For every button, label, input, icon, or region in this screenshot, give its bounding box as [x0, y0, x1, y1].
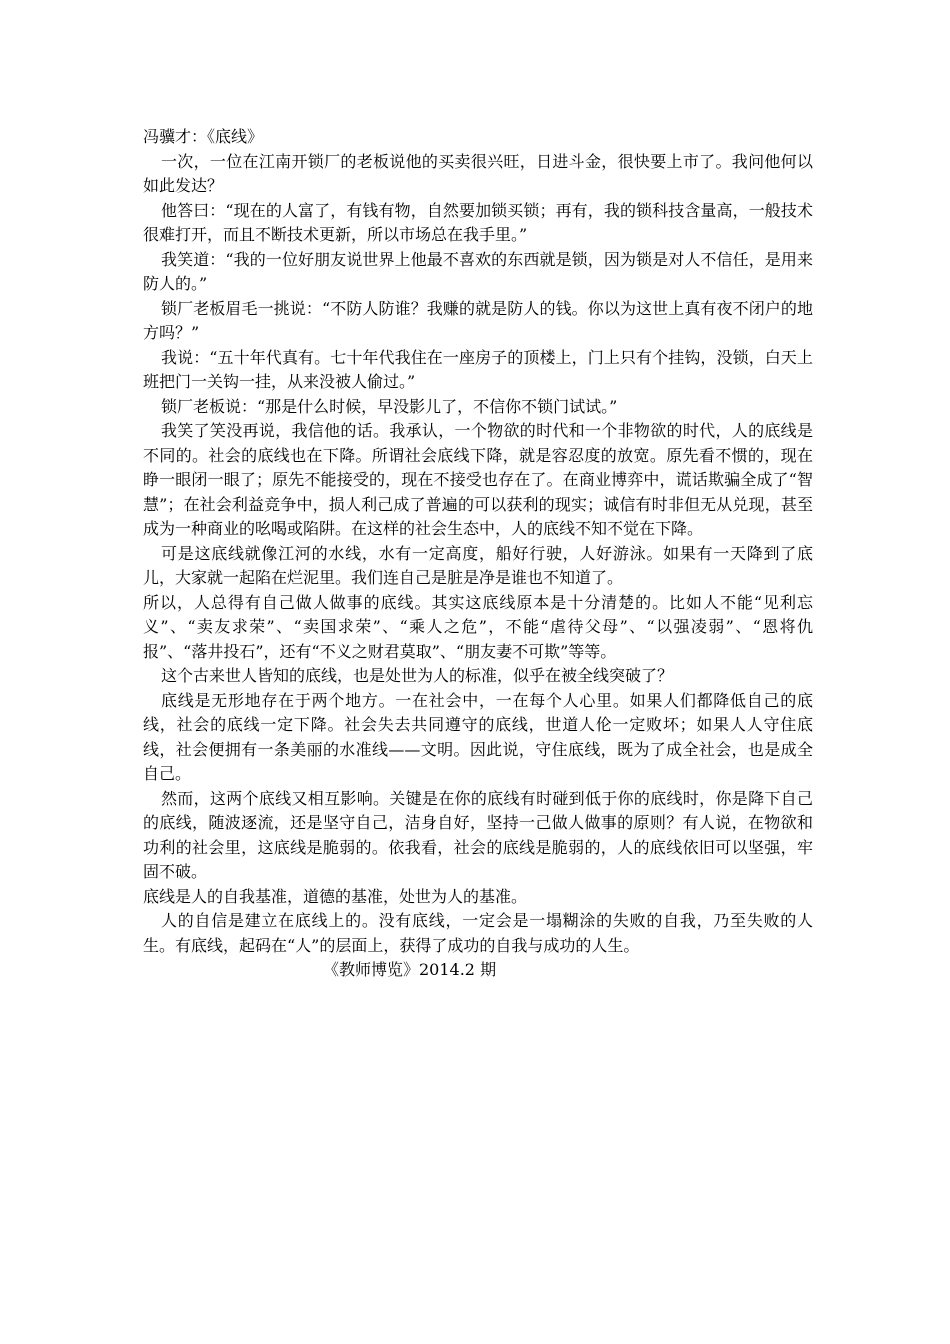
- article-title: 冯骥才：《底线》: [143, 127, 264, 146]
- article-paragraph: 我笑了笑没再说，我信他的话。我承认，一个物欲的时代和一个非物欲的时代，人的底线是不同的。社会的底线也在下降。所谓社会底线下降，就是容忍度的放宽。原先看不惯的，现在睁一眼闭一眼了；原先不能接受的，现在不接受也存在了。在商业博弈中，谎话欺骗全成了“智慧”；在社会利益竞争中，损人利己成了普遍的可以获利的现实；诚信有时非但无从兑现，甚至成为一种商业的吆喝或陷阱。在这样的社会生态中，人的底线不知不觉在下降。: [143, 421, 813, 538]
- article-paragraph: 锁厂老板说：“那是什么时候，早没影儿了，不信你不锁门试试。”: [161, 396, 618, 416]
- article-paragraph: 底线是人的自我基准，道德的基准，处世为人的基准。: [143, 886, 528, 906]
- article-paragraph: 人的自信是建立在底线上的。没有底线，一定会是一塌糊涂的失败的自我，乃至失败的人生。有底线，起码在“人”的层面上，获得了成功的自我与成功的人生。: [143, 911, 813, 955]
- article-paragraph: 然而，这两个底线又相互影响。关键是在你的底线有时碰到低于你的底线时，你是降下自己的底线，随波逐流，还是坚守自己，洁身自好，坚持一己做人做事的原则？有人说，在物欲和功利的社会里，这底线是脆弱的。依我看，社会的底线是脆弱的，人的底线依旧可以坚强，牢固不破。: [143, 788, 813, 881]
- article-paragraph: 底线是无形地存在于两个地方。一在社会中，一在每个人心里。如果人们都降低自己的底线，社会的底线一定下降。社会失去共同遵守的底线，世道人伦一定败坏；如果人人守住底线，社会便拥有一条美丽的水准线——文明。因此说，守住底线，既为了成全社会，也是成全自己。: [143, 690, 813, 783]
- article-paragraph: 他答曰：“现在的人富了，有钱有物，自然要加锁买锁；再有，我的锁科技含量高，一般技术很难打开，而且不断技术更新，所以市场总在我手里。”: [143, 200, 813, 244]
- article-source: 《教师博览》2014.2 期: [323, 960, 497, 979]
- article-paragraph: 我说：“五十年代真有。七十年代我住在一座房子的顶楼上，门上只有个挂钩，没锁，白天上班把门一关钩一挂，从来没被人偷过。”: [143, 347, 813, 391]
- article-paragraph: 锁厂老板眉毛一挑说：“不防人防谁？我赚的就是防人的钱。你以为这世上真有夜不闭户的地方吗？”: [143, 298, 813, 342]
- article-paragraphs: [143, 150, 813, 959]
- article-paragraph: 我笑道：“我的一位好朋友说世界上他最不喜欢的东西就是锁，因为锁是对人不信任，是用来防人的。”: [143, 249, 813, 293]
- article-paragraph: 可是这底线就像江河的水线，水有一定高度，船好行驶，人好游泳。如果有一天降到了底儿，大家就一起陷在烂泥里。我们连自己是脏是净是谁也不知道了。: [143, 543, 813, 587]
- article-paragraph: 一次，一位在江南开锁厂的老板说他的买卖很兴旺，日进斗金，很快要上市了。我问他何以如此发达？: [143, 151, 813, 195]
- article-paragraph: 这个古来世人皆知的底线，也是处世为人的标准，似乎在被全线突破了？: [161, 666, 674, 685]
- article-paragraph: 所以，人总得有自己做人做事的底线。其实这底线原本是十分清楚的。比如人不能“见利忘义”、“卖友求荣”、“卖国求荣”、“乘人之危”，不能“虐待父母”、“以强凌弱”、“恩将仇报”、“落井投石”，还有“不义之财君莫取”、“朋友妻不可欺”等等。: [143, 592, 813, 661]
- article-body: [143, 125, 813, 983]
